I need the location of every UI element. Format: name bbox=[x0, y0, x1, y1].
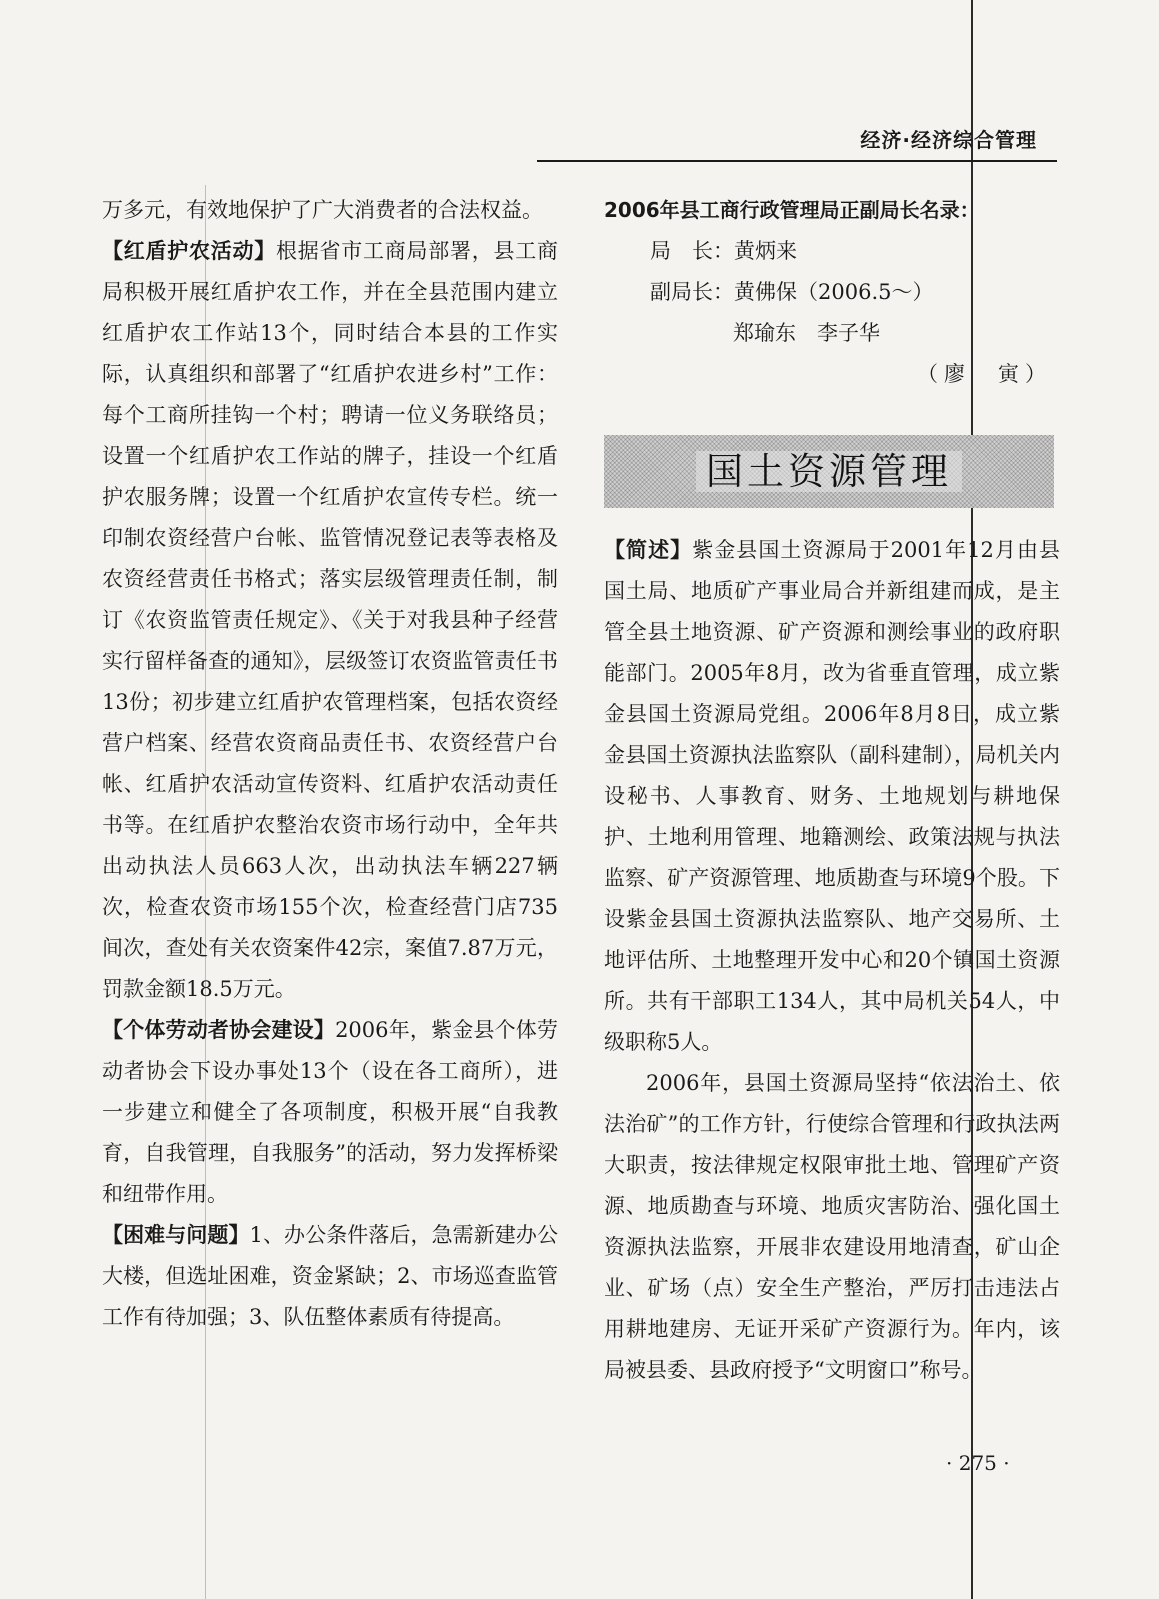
section-tag-overview: 【简述】 bbox=[604, 538, 693, 562]
paragraph-continuation: 万多元，有效地保护了广大消费者的合法权益。 bbox=[102, 198, 543, 222]
paragraph-red-shield bbox=[102, 231, 558, 1010]
roster-deputy: 副局长：黄佛保（2006.5～） bbox=[650, 280, 934, 304]
header-rule bbox=[537, 160, 1057, 162]
paragraph-text: 1、办公条件落后，急需新建办公大楼，但选址困难，资金紧缺；2、市场巡查监管工作有待加强；3、队伍整体素质有待提高。 bbox=[102, 1223, 558, 1329]
roster-title: 2006年县工商行政管理局正副局长名录： bbox=[604, 198, 980, 222]
section-tag-difficulties: 【困难与问题】 bbox=[102, 1223, 250, 1247]
page-number: · 275 · bbox=[946, 1451, 1010, 1475]
paragraph-individual-workers bbox=[102, 1010, 558, 1215]
paragraph-text: 2006年，紫金县个体劳动者协会下设办事处13个（设在各工商所），进一步建立和健全了各项制度，积极开展“自我教育，自我管理，自我服务”的活动，努力发挥桥梁和纽带作用。 bbox=[102, 1018, 558, 1206]
paragraph-2006-work: 2006年，县国土资源局坚持“依法治土、依法治矿”的工作方针，行使综合管理和行政执法两大职责，按法律规定权限审批土地、管理矿产资源、地质勘查与环境、地质灾害防治、强化国土资源执法监察，开展非农建设用地清查，矿山企业、矿场（点）安全生产整治，严厉打击违法占用耕地建房、无证开采矿产资源行为。年内，该局被县委、县政府授予“文明窗口”称号。 bbox=[604, 1071, 1060, 1382]
section-tag-individual-workers: 【个体劳动者协会建设】 bbox=[102, 1018, 336, 1042]
paragraph-text: 根据省市工商局部署，县工商局积极开展红盾护农工作，并在全县范围内建立红盾护农工作站13个，同时结合本县的工作实际，认真组织和部署了“红盾护农进乡村”工作：每个工商所挂钩一个村；聘请一位义务联络员；设置一个红盾护农工作站的牌子，挂设一个红盾护农服务牌；设置一个红盾护农宣传专栏。统一印制农资经营户台帐、监管情况登记表等表格及农资经营责任书格式；落实层级管理责任制，制订《农资监管责任规定》、《关于对我县种子经营实行留样备查的通知》，层级签订农资监管责任书13份；初步建立红盾护农管理档案，包括农资经营户档案、经营农资商品责任书、农资经营户台帐、红盾护农活动宣传资料、红盾护农活动责任书等。在红盾护农整治农资市场行动中，全年共出动执法人员663人次，出动执法车辆227辆次，检查农资市场155个次，检查经营门店735间次，查处有关农资案件42宗，案值7.87万元，罚款金额18.5万元。 bbox=[102, 239, 558, 1001]
roster-director: 局 长：黄炳来 bbox=[650, 239, 797, 263]
section-banner bbox=[604, 435, 1054, 508]
banner-title: 国土资源管理 bbox=[696, 451, 962, 492]
right-column bbox=[604, 190, 1060, 1391]
section-tag-red-shield: 【红盾护农活动】 bbox=[102, 239, 276, 263]
section-header: 经济·经济综合管理 bbox=[860, 128, 1037, 152]
author-credit: （廖 寅） bbox=[917, 362, 1052, 386]
paragraph-difficulties bbox=[102, 1215, 558, 1338]
left-column bbox=[102, 190, 558, 1338]
paragraph-text: 紫金县国土资源局于2001年12月由县国土局、地质矿产事业局合并新组建而成，是主管全县土地资源、矿产资源和测绘事业的政府职能部门。2005年8月，改为省垂直管理，成立紫金县国土资源局党组。2006年8月8日，成立紫金县国土资源执法监察队（副科建制），局机关内设秘书、人事教育、财务、土地规划与耕地保护、土地利用管理、地籍测绘、政策法规与执法监察、矿产资源管理、地质勘查与环境9个股。下设紫金县国土资源执法监察队、地产交易所、土地评估所、土地整理开发中心和20个镇国土资源所。共有干部职工134人，其中局机关54人，中级职称5人。 bbox=[604, 538, 1060, 1054]
paragraph-overview bbox=[604, 530, 1060, 1063]
roster-deputy-extra: 郑瑜东 李子华 bbox=[733, 321, 880, 345]
